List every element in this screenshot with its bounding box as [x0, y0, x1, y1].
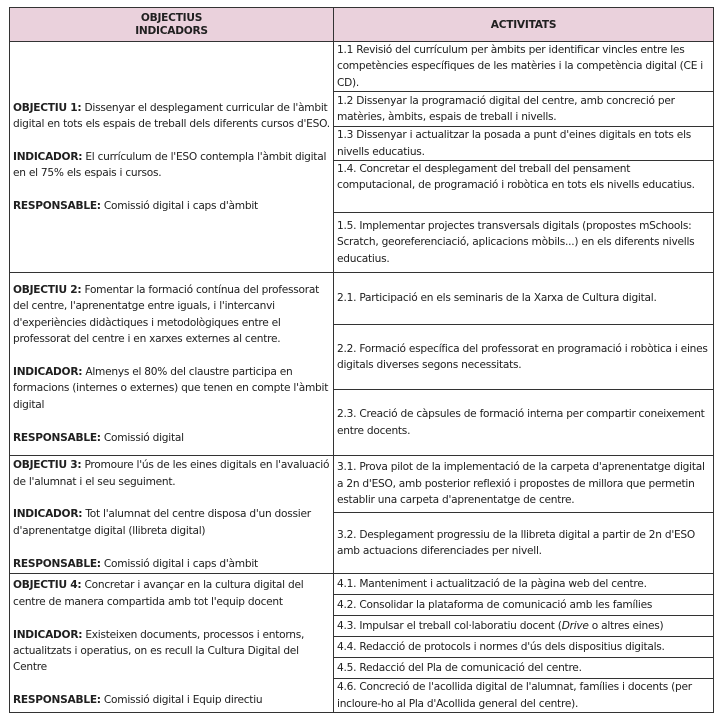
- activity-4-3-before: 4.3. Impulsar el treball col·laboratiu docent (: [337, 619, 562, 632]
- activity-2-3: 2.3. Creació de càpsules de formació interna per compartir coneixement entre docents.: [334, 390, 714, 456]
- header-activities: ACTIVITATS: [334, 8, 714, 42]
- indicator-text: Tot l'alumnat del centre disposa d'un dossier d'aprenentatge digital (llibreta digital): [13, 508, 311, 537]
- header-objectives-indicators: [10, 8, 334, 42]
- objective-text: Promoure l'ús de les eines digitals en l'avaluació de l'alumnat i el seu seguiment.: [13, 459, 330, 488]
- table-row: [10, 574, 714, 595]
- activity-4-3-italic: Drive: [561, 619, 589, 632]
- table-row: [10, 273, 714, 325]
- indicator-text: El currículum de l'ESO contempla l'àmbit digital en el 75% els espais i cursos.: [13, 150, 327, 180]
- digital-plan-table: [9, 7, 714, 713]
- objective-label: OBJECTIU 2:: [13, 284, 82, 297]
- activity-1-2: 1.2 Dissenyar la programació digital del centre, amb concreció per matèries, àmbits, espais de treball i nivells.: [334, 92, 714, 127]
- objective-1-indicator: [13, 149, 330, 182]
- objective-4-description: [13, 577, 330, 610]
- objective-3-description: [13, 457, 330, 490]
- indicator-text: Existeixen documents, processos i entorns, actualitzats i operatius, on es recull la Cultura Digital del Centre: [13, 628, 305, 674]
- header-indicators: INDICADORS: [135, 25, 208, 37]
- objective-label: OBJECTIU 4:: [13, 579, 82, 592]
- objective-label: OBJECTIU 1:: [13, 101, 82, 114]
- objective-1-cell: [10, 42, 334, 273]
- objective-4-indicator: [13, 627, 330, 676]
- activity-4-6: 4.6. Concreció de l'acollida digital de l'alumnat, famílies i docents (per incloure-ho al Pla d'Acollida general del centre).: [334, 679, 714, 713]
- responsible-label: RESPONSABLE:: [13, 200, 101, 213]
- indicator-label: INDICADOR:: [13, 508, 83, 521]
- objective-3-responsible: [13, 556, 330, 572]
- objective-2-cell: [10, 273, 334, 456]
- objective-label: OBJECTIU 3:: [13, 459, 82, 472]
- header-objectives: OBJECTIUS: [140, 12, 203, 24]
- activity-3-2: 3.2. Desplegament progressiu de la llibreta digital a partir de 2n d'ESO amb actuacions diferenciades per nivell.: [334, 513, 714, 574]
- objective-text: Dissenyar el desplegament curricular de l'àmbit digital en tots els espais de treball dels diferents cursos d'ESO.: [13, 101, 330, 131]
- indicator-label: INDICADOR:: [13, 366, 83, 379]
- table-header-row: [10, 8, 714, 42]
- objective-2-description: [13, 282, 330, 348]
- activity-4-2: 4.2. Consolidar la plataforma de comunicació amb les famílies: [334, 595, 714, 616]
- table-row: [10, 456, 714, 513]
- indicator-label: INDICADOR:: [13, 628, 83, 641]
- activity-1-4: 1.4. Concretar el desplegament del treball del pensament computacional, de programació i robòtica en tots els nivells educatius.: [334, 161, 714, 213]
- objective-4-responsible: [13, 692, 330, 708]
- activity-1-5: 1.5. Implementar projectes transversals digitals (propostes mSchools: Scratch, georeferenciació, aplicacions mòbils...) en els diferents nivells educatius.: [334, 213, 714, 273]
- activity-1-3: 1.3 Dissenyar i actualitzar la posada a punt d'eines digitals en tots els nivells educatius.: [334, 127, 714, 161]
- indicator-text: Almenys el 80% del claustre participa en formacions (internes o externes) que tenen en compte l'àmbit digital: [13, 366, 329, 411]
- objective-text: Concretar i avançar en la cultura digital del centre de manera compartida amb tot l'equip docent: [13, 579, 304, 608]
- table-row: [10, 42, 714, 92]
- indicator-label: INDICADOR:: [13, 150, 83, 163]
- responsible-label: RESPONSABLE:: [13, 694, 101, 707]
- objective-text: Fomentar la formació contínua del professorat del centre, l'aprenentatge entre iguals, i l'intercanvi d'experiències didàctiques i metodològiques entre el professorat del centre i en xarxes externes al centre.: [13, 284, 320, 346]
- objective-2-indicator: [13, 364, 330, 413]
- objective-2-responsible: [13, 430, 330, 446]
- activity-4-5: 4.5. Redacció del Pla de comunicació del centre.: [334, 658, 714, 679]
- activity-4-3-after: o altres eines): [588, 619, 664, 632]
- responsible-label: RESPONSABLE:: [13, 431, 101, 444]
- activity-4-4: 4.4. Redacció de protocols i normes d'ús dels dispositius digitals.: [334, 637, 714, 658]
- activity-4-3: [334, 616, 714, 637]
- activity-1-1: 1.1 Revisió del currículum per àmbits per identificar vincles entre les competències específiques de les matèries i la competència digital (CE i CD).: [334, 42, 714, 92]
- objective-3-cell: [10, 456, 334, 574]
- responsible-label: RESPONSABLE:: [13, 557, 101, 570]
- activity-3-1: 3.1. Prova pilot de la implementació de la carpeta d'aprenentatge digital a 2n d'ESO, amb posterior reflexió i propostes de millora que permetin establir una carpeta d'aprenentatge de centre.: [334, 456, 714, 513]
- responsible-text: Comissió digital i caps d'àmbit: [100, 200, 258, 213]
- activity-2-1: 2.1. Participació en els seminaris de la Xarxa de Cultura digital.: [334, 273, 714, 325]
- objective-1-responsible: [13, 198, 330, 214]
- objective-3-indicator: [13, 506, 330, 539]
- activity-2-2: 2.2. Formació específica del professorat en programació i robòtica i eines digitals diverses segons necessitats.: [334, 325, 714, 390]
- responsible-text: Comissió digital i caps d'àmbit: [100, 557, 258, 570]
- responsible-text: Comissió digital i Equip directiu: [100, 694, 263, 707]
- objective-1-description: [13, 100, 330, 133]
- responsible-text: Comissió digital: [100, 431, 184, 444]
- objective-4-cell: [10, 574, 334, 713]
- activity-4-1: 4.1. Manteniment i actualització de la pàgina web del centre.: [334, 574, 714, 595]
